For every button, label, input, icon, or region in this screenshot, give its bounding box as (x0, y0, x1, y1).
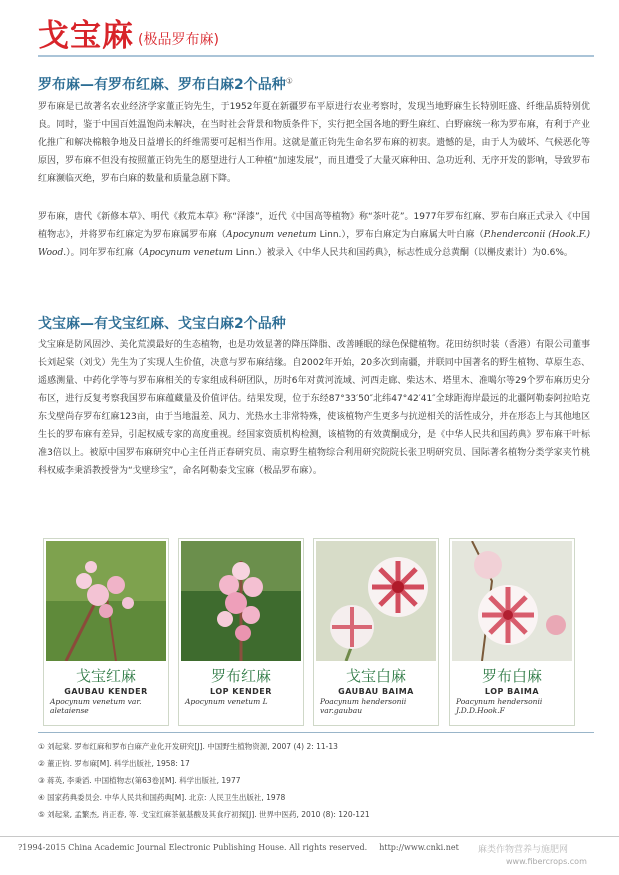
photo-cn-label: 罗布白麻 (481, 667, 542, 685)
white-red-flower-image (316, 541, 436, 661)
para2-text-b: Linn.），罗布白麻定为白麻属大叶白麻（ (316, 230, 484, 240)
photo-en-label: GAUBAU BAIMA (338, 687, 414, 696)
photo-cn-label: 罗布红麻 (210, 667, 271, 685)
para2-text-d: Linn.）被录入《中华人民共和国药典》，标志性成分总黄酮（以槲皮素计）为0.6%。 (232, 248, 573, 258)
photo-card-gaubau-kender (43, 538, 169, 726)
flower-photo (452, 541, 572, 661)
flower-photo (46, 541, 166, 661)
para2-text-a: 罗布麻，唐代《新修本草》、明代《救荒本草》称“泽漆”，近代《中国高等植物》称“茶叶花”。1977年罗布红麻、罗布白麻正式录入《中国植物志》，并将罗布红麻定为罗布麻属罗布麻（ (38, 212, 590, 240)
white-red-flower-image (452, 541, 572, 661)
para2-text-c: ）。同年罗布红麻（ (66, 248, 143, 258)
photo-latin-label: Apocynum venetum L (185, 697, 268, 706)
pink-flower-cluster-image (181, 541, 301, 661)
photo-card-lop-baima (449, 538, 575, 726)
para2-latin-2: P.henderconii (Hook.F.) Wood. (38, 230, 590, 258)
section-1-title-note: ① (285, 76, 293, 86)
photo-latin-label: Poacynum hendersonii var.gaubau (320, 697, 407, 715)
section-2-title: 戈宝麻—有戈宝红麻、戈宝白麻2个品种 (38, 316, 286, 332)
flower-photo (316, 541, 436, 661)
footer-url[interactable]: http://www.cnki.net (379, 843, 459, 852)
photo-en-label: GAUBAU KENDER (64, 687, 148, 696)
reference-item: ④ 国家药典委员会. 中华人民共和国药典[M]. 北京: 人民卫生出版社, 1978 (38, 793, 286, 802)
photo-en-label: LOP KENDER (210, 687, 272, 696)
reference-item: ⑤ 刘起棠, 孟繁杰, 肖正春, 等. 戈宝红麻茶氨基酸及其食疗初探[J]. 世界中医药, 2010 (8): 120-121 (38, 810, 370, 819)
references-list (38, 738, 594, 823)
photo-latin-label: Poacynum hendersonii J.D.D.Hook.F (456, 697, 543, 715)
flower-photo (181, 541, 301, 661)
references-divider (38, 732, 594, 733)
photo-cn-label: 戈宝白麻 (345, 667, 406, 685)
watermark-url: www.fibercrops.com (506, 857, 587, 866)
photo-latin-label: Apocynum venetum var. aletaiense (50, 697, 142, 715)
footer-copyright: ?1994-2015 China Academic Journal Electronic Publishing House. All rights reserved. (18, 843, 368, 852)
reference-item: ③ 蒋英, 李秉滔. 中国植物志(第63卷)[M]. 科学出版社, 1977 (38, 776, 241, 785)
para2-latin-1: Apocynum venetum (226, 230, 317, 240)
section-1-paragraph-1: 罗布麻是已故著名农业经济学家董正钧先生，于1952年夏在新疆罗布平原进行农业考察时，发现当地野麻生长特别旺盛、纤维品质特别优良。同时，鉴于中国百姓温饱尚未解决，在当时社会背景和物质条件下，实行把全国各地的野生麻红、白野麻统一称为罗布麻，有利于产业化推广和解决棉粮争地及日益增长的纤维需要可起相当作用。这就是董正钧先生命名罗布麻的初衷。遗憾的是，由于人为破坏、气候恶化等原因，罗布麻不但没有按照董正钧先生的愿望进行人工种植“加速发展”，而且遭受了大量灭麻种田、急功近利、无序开发的影响，导致罗布红麻濒临灭绝，罗布白麻的数量和质量急剧下降。 (38, 102, 590, 184)
page-header (38, 10, 598, 54)
section-1-paragraph-2 (38, 208, 590, 262)
header-divider (38, 55, 594, 57)
photo-card-gaubau-baima (313, 538, 439, 726)
photo-gallery (43, 538, 575, 724)
page-footer (18, 843, 459, 852)
page-title: 戈宝麻 (38, 18, 134, 54)
reference-item: ② 董正钧. 罗布麻[M]. 科学出版社, 1958: 17 (38, 759, 190, 768)
section-2-paragraph: 戈宝麻是防风固沙、美化荒漠最好的生态植物，也是功效显著的降压降脂、改善睡眠的绿色保健植物。花田纺织时装（香港）有限公司董事长刘起棠（刘戈）先生为了实现人生价值，决意与罗布麻结缘。自2002年开始，20多次到南疆，并联同中国著名的野生植物、草原生态、遥感测量、中药化学等与罗布麻相关的专家组成科研团队，历时6年对黄河流域、河西走廊、柴达木、塔里木、准噶尔等29个罗布麻历史分布区，进行反复考察我国罗布麻蕴藏量及价值评估。结果发现，位于东经87°33′50″北纬47°42′41″全球距海岸最远的北疆阿勒泰阿拉哈克东戈壁尚存罗布红麻123亩，由于当地温差、风力、光热水土非常特殊，使该植物产生更多与抗逆相关的活性成分，并在形态上与其他地区生长的罗布麻有差异，引起权威专家的高度重视。经国家资质机构检测，该植物的有效黄酮成分，是《中华人民共和国药典》罗布麻干叶标准3倍以上。被原中国罗布麻研究中心主任肖正春研究员、南京野生植物综合利用研究院院长张卫明研究员、国际著名植物分类学家夹竹桃科权威李秉滔教授誉为“戈壁珍宝”，命名阿勒泰戈宝麻（极品罗布麻）。 (38, 340, 590, 476)
photo-cn-label: 戈宝红麻 (75, 667, 136, 685)
watermark-text: 麻类作物营养与施肥网 (478, 845, 569, 855)
photo-card-lop-kender (178, 538, 304, 726)
section-1-title (38, 74, 293, 94)
pink-flower-image (46, 541, 166, 661)
section-1-title-text: 罗布麻—有罗布红麻、罗布白麻2个品种 (38, 77, 286, 93)
reference-item: ① 刘起棠. 罗布红麻和罗布白麻产业化开发研究[J]. 中国野生植物资源, 2007 (4) 2: 11-13 (38, 742, 338, 751)
photo-en-label: LOP BAIMA (484, 687, 540, 696)
footer-divider (0, 836, 619, 837)
page-subtitle: (极品罗布麻) (138, 32, 219, 48)
para2-latin-3: Apocynum venetum (142, 248, 233, 258)
